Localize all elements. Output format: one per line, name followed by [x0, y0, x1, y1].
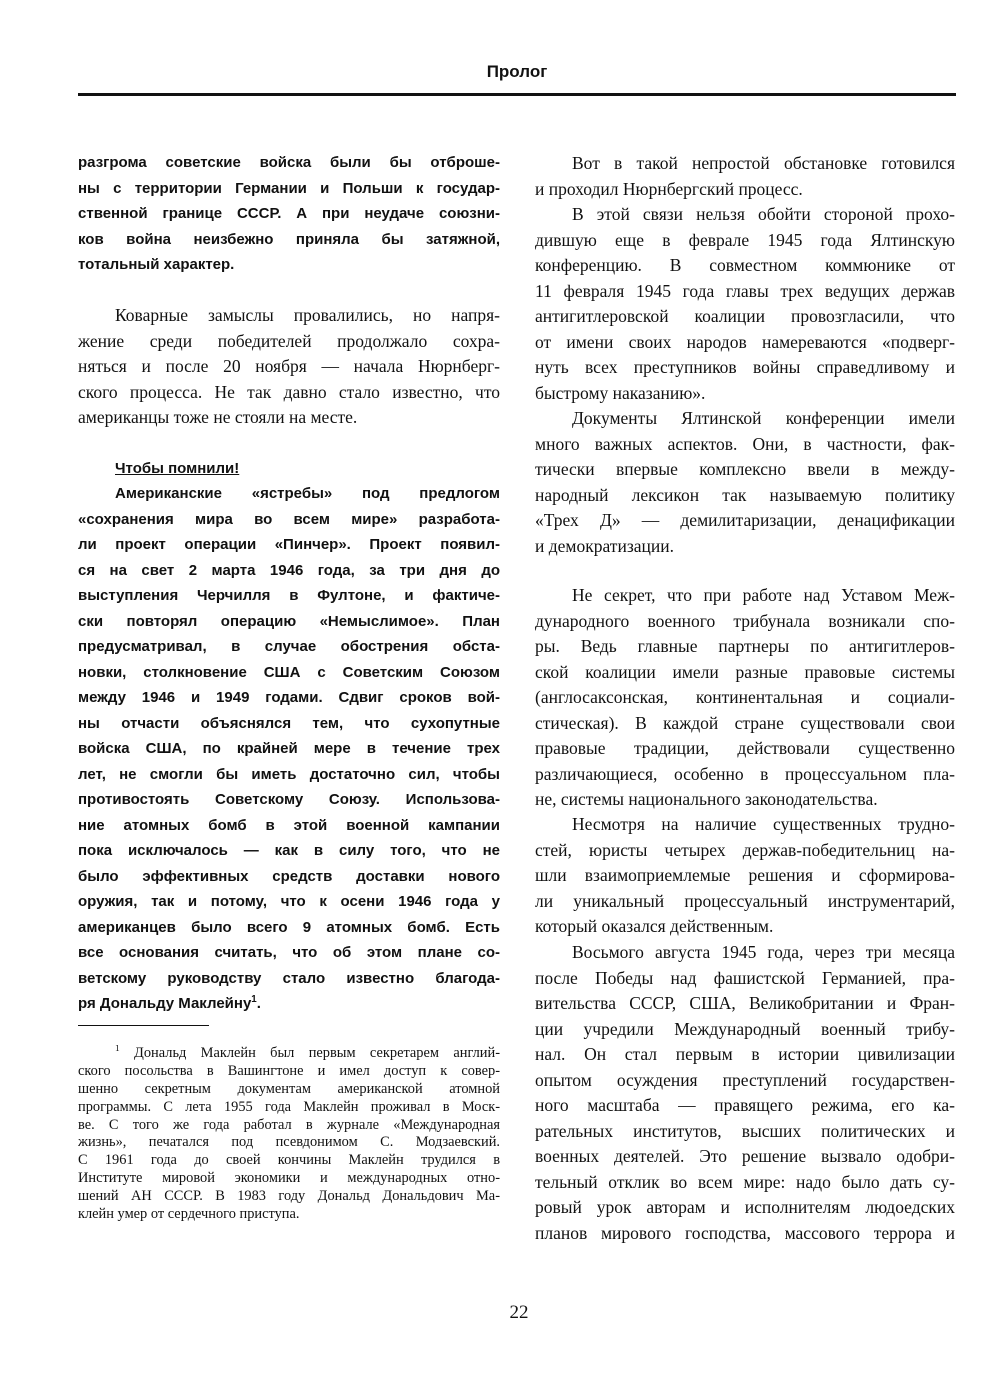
left-bold-paragraph-1 — [78, 150, 500, 278]
text-line: няться и после 20 ноября — начала Нюрнберг- — [78, 356, 500, 376]
text-line: вительства СССР, США, Великобритании и Фран- — [535, 993, 955, 1013]
text-line: ского процесса. Не так давно стало известно, что — [78, 381, 500, 402]
right-paragraph-6 — [535, 940, 955, 1246]
text-line: ственной границе СССР. А при неудаче союзни- — [78, 205, 500, 222]
text-line: ся на свет 2 марта 1946 года, за три дня до — [78, 561, 500, 579]
left-paragraph-2 — [78, 303, 500, 431]
text-line: тельный отклик во всем мире: надо было дать су- — [535, 1171, 955, 1192]
text-line: Восьмого августа 1945 года, через три месяца — [572, 942, 955, 962]
text-line: шений АН СССР. В 1983 году Дональд Дональдович Ма- — [78, 1188, 500, 1205]
text-line: жение среди победителей продолжало сохра- — [78, 330, 500, 351]
text-line: ли проект операции «Пинчер». Проект появил- — [78, 536, 500, 553]
text-line: шенно секретным документам американской атомной — [78, 1080, 500, 1097]
text-line: ции учредили Международный военный трибу- — [535, 1018, 955, 1039]
text-line: все основания считать, что об этом плане со- — [78, 944, 500, 961]
section-heading: Чтобы помнили! — [115, 460, 240, 477]
text-line: ветскому руководству стало известно благода- — [78, 969, 500, 987]
header-rule — [78, 93, 956, 96]
footnote-marker: 1 — [115, 1045, 120, 1055]
text-line: выступления Черчилля в Фултоне, и фактиче- — [78, 587, 500, 604]
text-line: нуть всех преступников войны справедливому и — [535, 357, 955, 377]
text-line: (англосаксонская, континентальная и социали- — [535, 687, 955, 707]
right-paragraph-3 — [535, 406, 955, 559]
paragraph-lines — [78, 481, 500, 991]
text-line: Американские «ястребы» под предлогом — [115, 485, 500, 502]
text-line: противостоять Советскому Союзу. Использова- — [78, 791, 500, 808]
text-line: много важных аспектов. Они, в частности, фак- — [535, 433, 955, 454]
text-line: программы. С лета 1955 года Маклейн проживал в Моск- — [78, 1098, 500, 1115]
text-line: С 1961 года до своей кончины Маклейн трудился в — [78, 1152, 500, 1169]
text-line: военных деятелей. Это решение вызвало одобри- — [535, 1146, 955, 1166]
text-line: тотальный характер. — [78, 256, 235, 273]
text-line: «сохранения мира во всем мире» разработа- — [78, 510, 500, 528]
page-number: 22 — [509, 1302, 529, 1323]
text-line: и демократизации. — [535, 535, 674, 556]
text-line: Коварные замыслы провалились, но напря- — [115, 305, 500, 325]
text-line: разгрома советские войска были бы отброше- — [78, 154, 500, 171]
text-line: стическая). В каждой стране существовали свои — [535, 712, 955, 733]
text-line: стей, юристы четырех держав-победительниц на- — [535, 839, 955, 860]
text-line: ской коалиции имели разные правовые системы — [535, 661, 955, 682]
text-line: В этой связи нельзя обойти стороной прохо- — [572, 204, 955, 224]
text-line: оружия, так и потому, что к осени 1946 года у — [78, 893, 500, 910]
text-line: шли взаимоприемлемые решения и сформирова- — [535, 865, 955, 885]
footnote-lines — [78, 1063, 500, 1224]
text-line: клейн умер от сердечного приступа. — [78, 1206, 300, 1223]
text-line: ков война неизбежно приняла бы затяжной, — [78, 230, 500, 248]
text-line: рательных институтов, высших политических и — [535, 1120, 955, 1141]
text-line: народный лексикон так называемую политику — [535, 484, 955, 505]
text-line: дившую еще в феврале 1945 года Ялтинскую — [535, 229, 955, 250]
running-header: Пролог — [486, 62, 548, 81]
text-line: предусматривал, в случае обострения обста- — [78, 638, 500, 655]
footnote — [78, 1045, 500, 1224]
text-line-content: Дональд Маклейн был первым секретарем англий- — [119, 1045, 500, 1061]
text-line: ны с территории Германии и Польши к государ- — [78, 179, 500, 197]
text-line: тически впервые комплексно ввели в между- — [535, 459, 955, 479]
text-line: пока исключалось — как в силу того, что не — [78, 842, 500, 859]
text-line: между 1946 и 1949 годами. Сдвиг сроков вой- — [78, 689, 500, 706]
text-line: ны отчасти объяснялся тем, что сухопутные — [78, 714, 500, 732]
right-paragraph-1 — [535, 151, 955, 202]
footnote-reference[interactable]: 1 — [251, 994, 257, 1005]
right-paragraph-5 — [535, 812, 955, 940]
text-line: различающиеся, особенно в процессуальном пла- — [535, 763, 955, 784]
text-line: ние атомных бомб в этой военной кампании — [78, 816, 500, 834]
text-line: войска США, по крайней мере в течение трех — [78, 740, 500, 757]
text-line: после Победы над фашистской Германией, пра- — [535, 967, 955, 988]
text-line: ски повторял операцию «Немыслимое». План — [78, 612, 500, 630]
text-line: от имени своих народов намереваются «подверг- — [535, 331, 955, 352]
text-line: ли уникальный процессуальный инструментарий, — [535, 890, 955, 911]
text-line: конференцию. В совместном коммюнике от — [535, 255, 955, 275]
text-line: ского посольства в Вашингтоне и имел доступ к совер- — [78, 1062, 500, 1079]
text-line: опытом осуждения преступлений государствен- — [535, 1069, 955, 1090]
text-line: который оказался действенным. — [535, 916, 774, 936]
text-line: «Трех Д» — демилитаризации, денацификации — [535, 510, 955, 530]
text-line: ры. Ведь главные партнеры по антигитлеров- — [535, 636, 955, 656]
text-line: и проходил Нюрнбергский процесс. — [535, 178, 803, 199]
text-line-end: . — [256, 995, 261, 1012]
text-line: быстрому наказанию». — [535, 382, 706, 403]
text-line: дународного военного трибунала возникали спо- — [535, 610, 955, 631]
text-line: Институте мировой экономики и международных отно- — [78, 1170, 500, 1187]
text-line-content: ря Дональду Маклейну — [78, 995, 252, 1012]
text-line: Несмотря на наличие существенных трудно- — [572, 814, 955, 834]
text-line: 11 февраля 1945 года главы трех ведущих держав — [535, 280, 955, 301]
text-line: американцы тоже не стояли на месте. — [78, 407, 358, 427]
left-bold-paragraph-3 — [78, 481, 500, 1017]
text-line — [78, 1045, 500, 1063]
text-line: жизнь», печатался под псевдонимом С. Модзаевский. — [78, 1134, 500, 1151]
text-line: ве. С того же года работал в журнале «Международная — [78, 1116, 500, 1133]
text-line: антигитлеровской коалиции провозгласили, что — [535, 306, 955, 326]
text-line: лет, не смогли бы иметь достаточно сил, чтобы — [78, 765, 500, 783]
right-paragraph-4 — [535, 583, 955, 813]
text-line: ного масштаба — правящего режима, его ка- — [535, 1095, 955, 1115]
text-line: нал. Он стал первым в истории цивилизации — [535, 1044, 955, 1064]
text-line: Документы Ялтинской конференции имели — [572, 408, 955, 428]
text-line: Не секрет, что при работе над Уставом Меж- — [572, 585, 955, 605]
text-line — [78, 991, 500, 1017]
text-line: Вот в такой непростой обстановке готовился — [572, 153, 955, 173]
footnote-rule — [78, 1025, 209, 1026]
right-paragraph-2 — [535, 202, 955, 406]
text-line: правовые традиции, действовали существенно — [535, 738, 955, 758]
text-line: не, системы национального законодательства. — [535, 789, 878, 809]
text-line: американцев было всего 9 атомных бомб. Есть — [78, 918, 500, 936]
text-line: новки, столкновение США с Советским Союзом — [78, 663, 500, 681]
text-line: было эффективных средств доставки нового — [78, 867, 500, 885]
text-line: планов мирового господства, массового террора и — [535, 1222, 955, 1243]
text-line: ровый урок авторам и исполнителям людоедских — [535, 1197, 955, 1217]
